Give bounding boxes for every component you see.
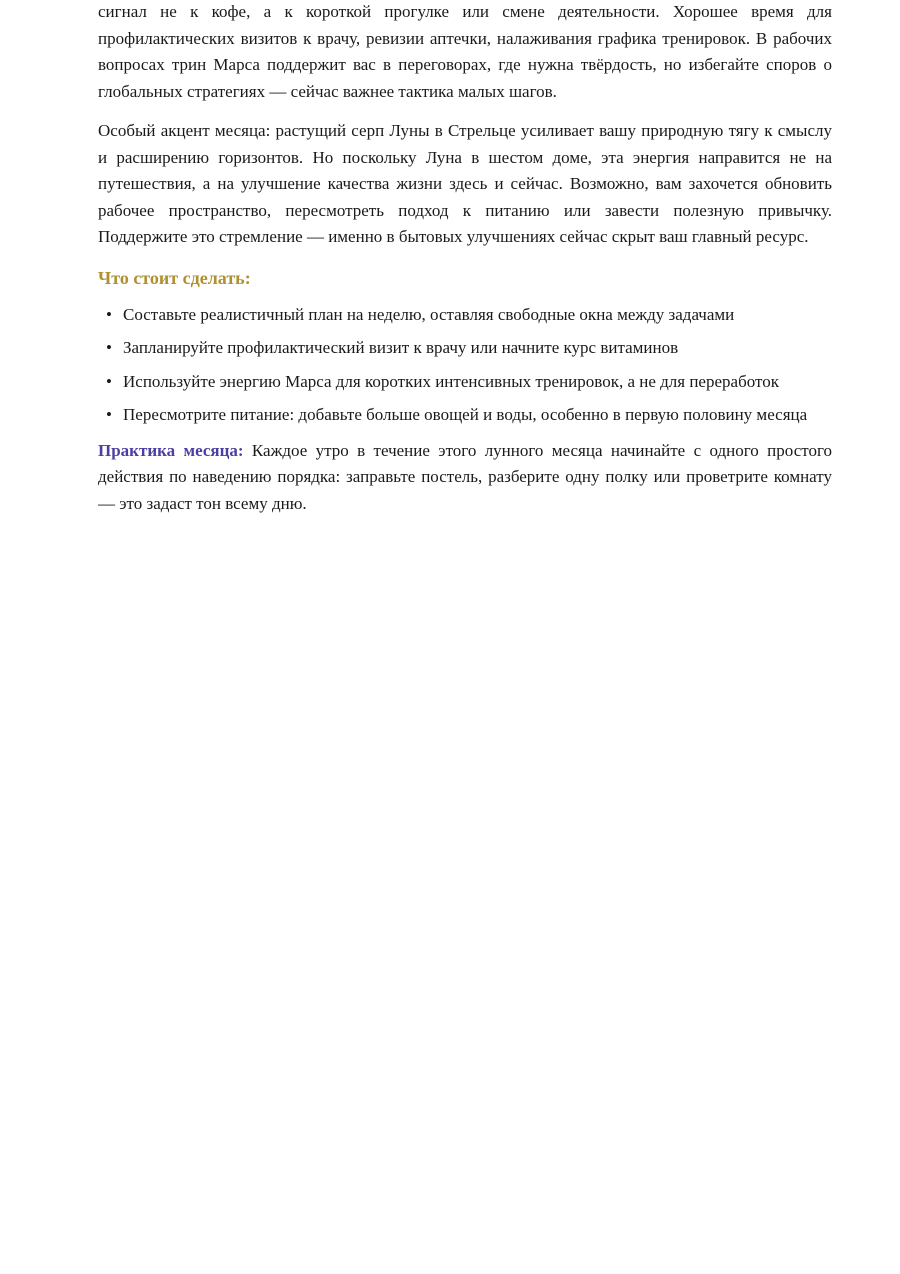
- todo-heading: Что стоит сделать:: [98, 267, 251, 288]
- paragraph-intro: сигнал не к кофе, а к короткой прогулке или смене деятельности. Хорошее время для профилактических визитов к врачу, ревизии аптечки, налаживания графика тренировок. В рабочих вопросах трин Марса поддержит вас в переговорах, где нужна твёрдость, но избегайте споров о глобальных стратегиях — сейчас важнее тактика малых шагов.: [98, 2, 832, 101]
- bullet-icon: •: [106, 371, 112, 391]
- bullet-icon: •: [106, 405, 112, 424]
- practice-text: Каждое утро в течение этого лунного месяца начинайте с одного простого действия по наведению порядка: заправьте постель, разберите одну полку или проветрите комнату — это задаст тон всему дню.: [98, 440, 833, 513]
- list-item: [106, 369, 832, 396]
- bullet-icon: •: [106, 304, 112, 324]
- todo-list: [98, 302, 832, 429]
- list-item-text: Составьте реалистичный план на неделю, оставляя свободные окна между задачами: [123, 304, 735, 324]
- list-item-text: Используйте энергию Марса для коротких интенсивных тренировок, а не для переработок: [123, 371, 779, 391]
- list-item-text: Запланируйте профилактический визит к врачу или начните курс витаминов: [123, 338, 679, 357]
- list-item: [106, 335, 832, 362]
- list-item: [106, 302, 832, 329]
- practice-label: Практика месяца:: [98, 440, 244, 460]
- practice-paragraph: [98, 438, 832, 518]
- document-page: [98, 0, 832, 517]
- bullet-icon: •: [106, 338, 112, 357]
- list-item: [106, 402, 832, 429]
- list-item-text: Пересмотрите питание: добавьте больше овощей и воды, особенно в первую половину месяца: [123, 405, 808, 424]
- paragraph-month-focus: Особый акцент месяца: растущий серп Луны в Стрельце усиливает вашу природную тягу к смыслу и расширению горизонтов. Но поскольку Луна в шестом доме, эта энергия направится не на путешествия, а на улучшение качества жизни здесь и сейчас. Возможно, вам захочется обновить рабочее пространство, пересмотреть подход к питанию или завести полезную привычку. Поддержите это стремление — именно в бытовых улучшениях сейчас скрыт ваш главный ресурс.: [98, 121, 832, 246]
